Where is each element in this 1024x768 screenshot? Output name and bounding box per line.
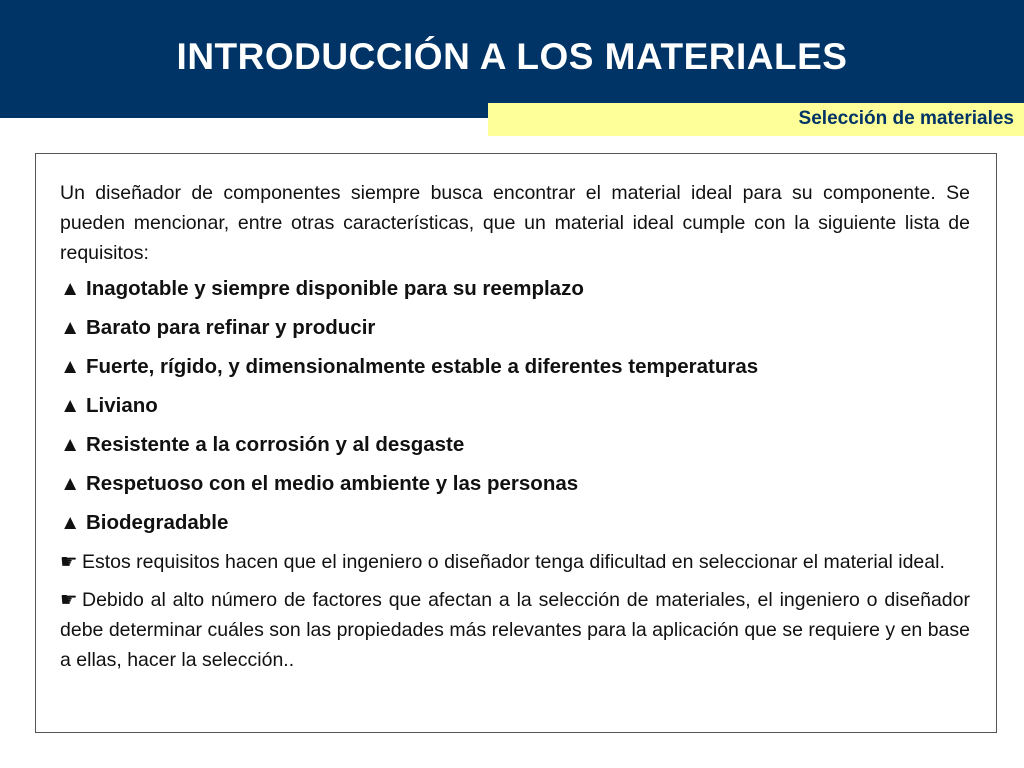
list-item [60,391,970,421]
content-box [35,153,997,733]
triangle-bullet-icon: ▲ [60,277,81,300]
note-text: Debido al alto número de factores que afectan a la selección de materiales, el ingeniero o diseñador debe determinar cuáles son las propiedades más relevantes para la aplicación que se requiere y en base a ellas, hacer la selección.. [60,589,970,671]
note-paragraph [60,585,970,675]
slide-title: INTRODUCCIÓN A LOS MATERIALES [176,36,848,77]
subtitle-bar [488,103,1024,136]
list-item [60,430,970,460]
requirement-text: Respetuoso con el medio ambiente y las personas [86,472,579,495]
triangle-bullet-icon: ▲ [60,316,81,339]
note-text: Estos requisitos hacen que el ingeniero o diseñador tenga dificultad en seleccionar el material ideal. [82,551,945,573]
triangle-bullet-icon: ▲ [60,355,81,378]
requirement-text: Biodegradable [86,511,229,534]
list-item [60,274,970,304]
requirements-list [60,274,970,538]
content-body [60,178,970,683]
list-item [60,508,970,538]
list-item [60,469,970,499]
note-paragraph [60,547,970,577]
list-item [60,313,970,343]
header-banner [0,0,1024,118]
requirement-text: Barato para refinar y producir [86,316,376,339]
requirement-text: Fuerte, rígido, y dimensionalmente estable a diferentes temperaturas [86,355,759,378]
triangle-bullet-icon: ▲ [60,433,81,456]
intro-paragraph: Un diseñador de componentes siempre busca encontrar el material ideal para su componente. Se pueden mencionar, entre otras características, que un material ideal cumple con la siguiente lista de requisitos: [60,182,970,264]
requirement-text: Inagotable y siempre disponible para su reemplazo [86,277,584,300]
triangle-bullet-icon: ▲ [60,394,81,417]
triangle-bullet-icon: ▲ [60,472,81,495]
slide-subtitle: Selección de materiales [798,108,1014,129]
list-item [60,352,970,382]
pointing-hand-icon: ☛ [60,551,78,573]
requirement-text: Liviano [86,394,158,417]
pointing-hand-icon: ☛ [60,589,78,611]
requirement-text: Resistente a la corrosión y al desgaste [86,433,465,456]
triangle-bullet-icon: ▲ [60,511,81,534]
